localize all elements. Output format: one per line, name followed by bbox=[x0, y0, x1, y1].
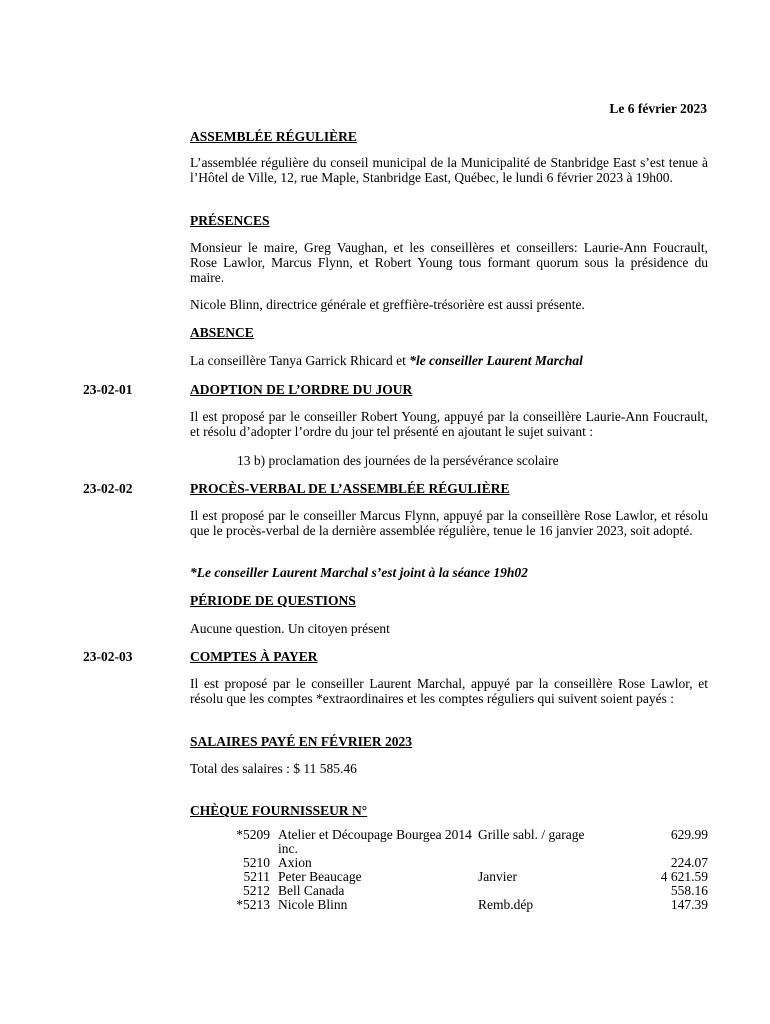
cheque-description bbox=[478, 884, 618, 898]
cheque-description: Grille sabl. / garage bbox=[478, 827, 585, 842]
table-row bbox=[190, 828, 708, 856]
cheque-amount: 558.16 bbox=[670, 883, 708, 898]
cheque-number: 5212 bbox=[243, 883, 270, 898]
presences-paragraph-2: Nicole Blinn, directrice générale et greffière-trésorière est aussi présente. bbox=[190, 297, 585, 312]
cheque-amount: 629.99 bbox=[670, 827, 708, 842]
resolution-heading-1: ADOPTION DE L’ORDRE DU JOUR bbox=[190, 382, 413, 397]
resolution-number-2: 23-02-02 bbox=[83, 481, 133, 496]
resolution-paragraph-2: Il est proposé par le conseiller Marcus Flynn, appuyé par la conseillère Rose Lawlor, et résolu que le procès-verbal de la dernière assemblée régulière, tenue le 16 janvier 2023, soit adopté. bbox=[190, 508, 708, 538]
cheque-number: 5210 bbox=[243, 855, 270, 870]
cheques-table bbox=[190, 828, 708, 912]
cheque-description: Remb.dép bbox=[478, 897, 534, 912]
absence-paragraph bbox=[190, 353, 708, 368]
table-row bbox=[190, 870, 708, 884]
table-row bbox=[190, 884, 708, 898]
absence-heading: ABSENCE bbox=[190, 325, 254, 340]
supplier-name: Atelier et Découpage Bourgea 2014 inc. bbox=[278, 827, 472, 856]
assemblee-paragraph: L’assemblée régulière du conseil municipal de la Municipalité de Stanbridge East s’est tenue à l’Hôtel de Ville, 12, rue Maple, Stanbridge East, Québec, le lundi 6 février 2023 à 19h00. bbox=[190, 155, 708, 185]
cheque-amount: 4 621.59 bbox=[660, 869, 708, 884]
resolution-number-1: 23-02-01 bbox=[83, 382, 133, 397]
supplier-name: Axion bbox=[278, 855, 312, 870]
assemblee-heading: ASSEMBLÉE RÉGULIÈRE bbox=[190, 129, 357, 144]
salaires-total: Total des salaires : $ 11 585.46 bbox=[190, 761, 357, 776]
agenda-added-item: 13 b) proclamation des journées de la persévérance scolaire bbox=[237, 453, 559, 468]
arrival-note: *Le conseiller Laurent Marchal s’est joint à la séance 19h02 bbox=[190, 565, 528, 580]
cheque-number: *5213 bbox=[236, 897, 270, 912]
salaires-heading: SALAIRES PAYÉ EN FÉVRIER 2023 bbox=[190, 734, 413, 749]
absence-text-bold: *le conseiller Laurent Marchal bbox=[409, 353, 583, 368]
cheques-heading: CHÈQUE FOURNISSEUR N° bbox=[190, 803, 368, 818]
table-row bbox=[190, 898, 708, 912]
table-row bbox=[190, 856, 708, 870]
questions-paragraph: Aucune question. Un citoyen présent bbox=[190, 621, 390, 636]
supplier-name: Peter Beaucage bbox=[278, 869, 362, 884]
cheque-number: 5211 bbox=[243, 869, 270, 884]
cheque-amount: 224.07 bbox=[670, 855, 708, 870]
resolution-heading-2: PROCÈS-VERBAL DE L’ASSEMBLÉE RÉGULIÈRE bbox=[190, 481, 510, 496]
supplier-name: Nicole Blinn bbox=[278, 897, 348, 912]
questions-heading: PÉRIODE DE QUESTIONS bbox=[190, 593, 356, 608]
cheque-description: Janvier bbox=[478, 869, 517, 884]
resolution-heading-3: COMPTES À PAYER bbox=[190, 649, 318, 664]
resolution-paragraph-3: Il est proposé par le conseiller Laurent Marchal, appuyé par la conseillère Rose Lawlor, et résolu que les comptes *extraordinaires et les comptes réguliers qui suivent soient payés : bbox=[190, 676, 708, 706]
cheque-amount: 147.39 bbox=[670, 897, 708, 912]
resolution-paragraph-1: Il est proposé par le conseiller Robert Young, appuyé par la conseillère Laurie-Ann Foucrault, et résolu d’adopter l’ordre du jour tel présenté en ajoutant le sujet suivant : bbox=[190, 409, 708, 439]
supplier-name: Bell Canada bbox=[278, 883, 345, 898]
cheque-description bbox=[478, 856, 618, 870]
cheque-number: *5209 bbox=[236, 827, 270, 842]
meeting-date: Le 6 février 2023 bbox=[609, 101, 707, 116]
presences-heading: PRÉSENCES bbox=[190, 213, 270, 228]
resolution-number-3: 23-02-03 bbox=[83, 649, 133, 664]
absence-text: La conseillère Tanya Garrick Rhicard et bbox=[190, 353, 410, 368]
presences-paragraph: Monsieur le maire, Greg Vaughan, et les conseillères et conseillers: Laurie-Ann Foucrault, Rose Lawlor, Marcus Flynn, et Robert Young tous formant quorum sous la présidence du maire. bbox=[190, 240, 708, 285]
